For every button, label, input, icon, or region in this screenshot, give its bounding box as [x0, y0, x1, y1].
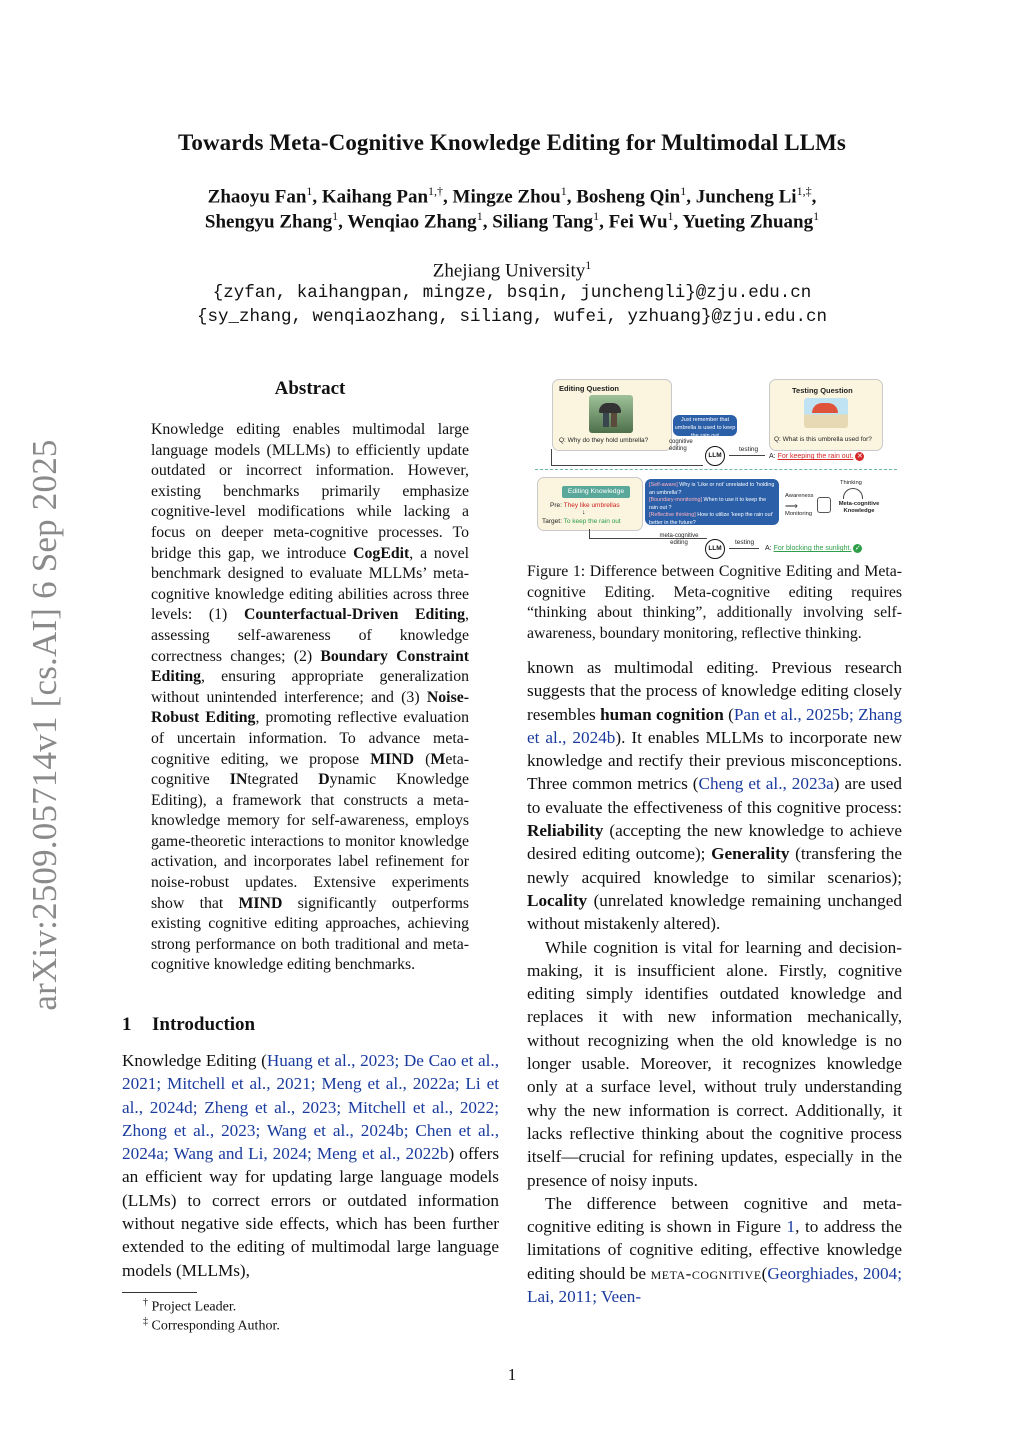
editing-question-box — [552, 379, 672, 451]
check-icon: ✓ — [854, 545, 861, 552]
author: Zhaoyu Fan — [207, 186, 307, 208]
citation-link[interactable]: Pan et al., 2025b; Zhang et al., 2024b — [527, 704, 902, 747]
footnote-rule — [122, 1292, 197, 1293]
umbrella-photo — [589, 395, 633, 433]
editing-knowledge-box — [537, 477, 643, 531]
cognitive-hint-bubble: Just remember that umbrella is used to keep the rain out — [674, 417, 736, 439]
cycle-arrow-icon — [843, 488, 863, 499]
abstract-body: Knowledge editing enables multimodal large language models (MLLMs) to efficiently update outdated or incorrect information. However, existing benchmarks primarily emphasize cognitive-level modifications while lacking a focus on deeper meta-cognitive processes. To bridge this gap, we introduce CogEdit, a novel benchmark designed to evaluate MLLMs’ meta-cognitive knowledge editing abilities across three levels: (1) Counterfactual-Driven Editing, assessing self-awareness of knowledge correctness changes; (2) Boundary Constraint Editing, ensuring appropriate generalization without unintended interference; and (3) Noise-Robust Editing, promoting reflective evaluation of uncertain information. To advance meta-cognitive editing, we propose MIND (Meta-cognitive INtegrated Dynamic Knowledge Editing), a framework that constructs a meta-knowledge memory for self-awareness, employs game-theoretic interactions to monitor knowledge activation, and incorporates label refinement for noise-robust updates. Extensive experiments show that MIND significantly outperforms existing cognitive editing approaches, achieving strong performance on both traditional and meta-cognitive knowledge editing benchmarks. — [151, 421, 469, 974]
meta-answer: A: For blocking the sunlight. ✓ — [765, 545, 861, 552]
citation-link[interactable]: Huang et al., 2023; De Cao et al., 2021; Mitchell et al., 2021; Meng et al., 2022a; Li et al., 2024d; Zheng et al., 2023; Mitchell et al., 2022; Zhong et al., 2023; Wang et al., 2024b; Chen et al., 2024a; Wang and Li, 2024; Meng et al., 2022b — [122, 1051, 499, 1164]
testing-label: testing — [739, 446, 759, 453]
testing-question-text: Q: What is this umbrella used for? — [774, 436, 872, 443]
testing-question-label: Testing Question — [792, 386, 853, 395]
editing-question-label: Editing Question — [559, 384, 619, 393]
author: Juncheng Li — [695, 186, 797, 208]
footnote-corresponding-author: ‡ Corresponding Author. — [143, 1316, 280, 1334]
beach-umbrella-photo — [804, 398, 848, 428]
page-number: 1 — [507, 1365, 517, 1384]
target-knowledge: Target: To keep the rain out — [542, 518, 621, 525]
llm-icon: LLM — [705, 539, 725, 559]
figure-divider — [535, 469, 897, 470]
author-line-2: Shengyu Zhang$^1$, Wenqiao Zhang$^1$, Siliang Tang$^1$, Fei Wu$^1$, Yueting Zhuang$^1$ — [204, 209, 820, 233]
pre-knowledge: Pre: They like umbrellas — [550, 502, 620, 509]
author: Shengyu Zhang — [204, 211, 333, 233]
author: Mingze Zhou — [452, 186, 561, 208]
testing-question-box — [769, 379, 883, 451]
meta-knowledge-label: Meta-cognitive Knowledge — [838, 501, 880, 514]
paragraph: While cognition is vital for learning and decision-making, it is insufficient alone. Firstly, cognitive editing simply identifies outdated knowledge and replaces it with new information mechanically, without recognizing when the old knowledge is no longer usable. Moreover, it recognizes knowledge only at a surface level, without truly understanding why the new information is correct. Additionally, it lacks reflective thinking about the cognitive process itself—crucial for refining updates, especially in the presence of noisy inputs. — [527, 937, 902, 1190]
thinking-label: Thinking — [840, 480, 862, 486]
meta-editing-label: meta-cognitive editing — [659, 533, 699, 546]
database-icon — [817, 497, 831, 513]
citation-link[interactable]: Georghiades, 2004; Lai, 2011; Veen- — [527, 1263, 902, 1307]
figure-1-caption: Figure 1: Difference between Cognitive Editing and Meta-cognitive Editing. Meta-cognitive editing requires “thinking about thinking”, additionally involving self-awareness, boundary monitoring, reflective thinking. — [527, 563, 902, 642]
citation-link[interactable]: Cheng et al., 2023a — [698, 774, 834, 794]
down-arrow-icon: ↓ — [582, 509, 586, 516]
author: Bosheng Qin — [576, 186, 681, 208]
introduction-body: Knowledge Editing (Huang et al., 2023; De Cao et al., 2021; Mitchell et al., 2021; Meng et al., 2022a; Li et al., 2024d; Zheng et al., 2023; Mitchell et al., 2022; Zhong et al., 2023; Wang et al., 2024b; Chen et al., 2024a; Wang and Li, 2024; Meng et al., 2022b) offers an efficient way for updating large language models (LLMs) to correct errors or outdated information without negative side effects, which has been further extended to the editing of multimodal large language models (MLLMs), — [122, 1051, 500, 1280]
author: Yueting Zhuang — [682, 211, 814, 233]
figure-1 — [535, 377, 897, 557]
meta-cognitive-bubble: [Self-aware] Why is ‘Like or not’ unrelated to ‘holding an umbrella’? [Boundary-monitoring] When to use it to keep the rain out ? [Reflective thinking] How to utilize ‘keep the rain out’ better in the future? — [645, 479, 779, 525]
footnote-project-leader: † Project Leader. — [143, 1297, 237, 1315]
cognitive-answer: A: For keeping the rain out. ✕ — [769, 453, 863, 460]
arxiv-stamp: arXiv:2509.05714v1 [cs.AI] 6 Sep 2025 — [25, 439, 64, 1011]
monitoring-label: Monitoring — [785, 511, 813, 517]
email-line-1: {zyfan, kaihangpan, mingze, bsqin, junchengli}@zju.edu.cn — [212, 283, 812, 303]
section-heading-introduction: 1 Introduction — [122, 1014, 256, 1035]
paper-title: Towards Meta-Cognitive Knowledge Editing for Multimodal LLMs — [178, 130, 846, 155]
editing-knowledge-label: Editing Knowledge — [562, 486, 630, 498]
cognitive-editing-label: cognitive editing — [669, 439, 693, 452]
figure-reference-link[interactable]: 1 — [786, 1217, 796, 1237]
author: Fei Wu — [608, 211, 668, 233]
double-arrow-icon: ⟹ — [785, 501, 798, 511]
email-line-2: {sy_zhang, wenqiaozhang, siliang, wufei, yzhuang}@zju.edu.cn — [196, 307, 828, 327]
wrong-icon: ✕ — [856, 453, 863, 460]
author: Siliang Tang — [492, 211, 594, 233]
affiliation: Zhejiang University$^1$ — [432, 258, 592, 282]
author-line-1: Zhaoyu Fan$^1$, Kaihang Pan$^{1,\dagger}$, Mingze Zhou$^1$, Bosheng Qin$^1$, Juncheng $Li^{1,\ddagger}$, — [207, 184, 817, 208]
right-column-body: known as multimodal editing. Previous research suggests that the process of knowledge editing closely resembles human cognition (Pan et al., 2025b; Zhang et al., 2024b). It enables MLLMs to incorporate new knowledge and rectify their previous misconceptions. Three common metrics (Cheng et al., 2023a) are used to evaluate the effectiveness of this cognitive process: Reliability (accepting the new knowledge to achieve desired editing outcome); Generality (transfering the newly acquired knowledge to similar scenarios); Locality (unrelated knowledge remaining unchanged without mistakenly altered). While cognition is vital for learning and decision-making, it is insufficient alone. Firstly, cognitive editing simply identifies outdated knowledge and replaces it with new information mechanically, without recognizing when the old knowledge is no longer usable. Moreover, it recognizes knowledge only at a surface level, without truly understanding why the new information is correct. Additionally, it lacks reflective thinking about the cognitive process itself—crucial for refining updates, especially in the presence of noisy inputs. The difference between cognitive and meta-cognitive editing is shown in Figure 1, to address the limitations of cognitive editing, effective knowledge editing should be meta-cognitive(Georghiades, 2004; Lai, 2011; Veen- — [527, 658, 902, 1307]
author: Wenqiao Zhang — [347, 211, 477, 233]
testing-label: testing — [735, 539, 755, 546]
author: Kaihang Pan — [321, 186, 429, 208]
abstract-heading: Abstract — [274, 378, 346, 399]
editing-question-text: Q: Why do they hold umbrella? — [559, 437, 649, 444]
llm-icon: LLM — [705, 446, 725, 466]
awareness-label: Awareness — [785, 493, 814, 499]
